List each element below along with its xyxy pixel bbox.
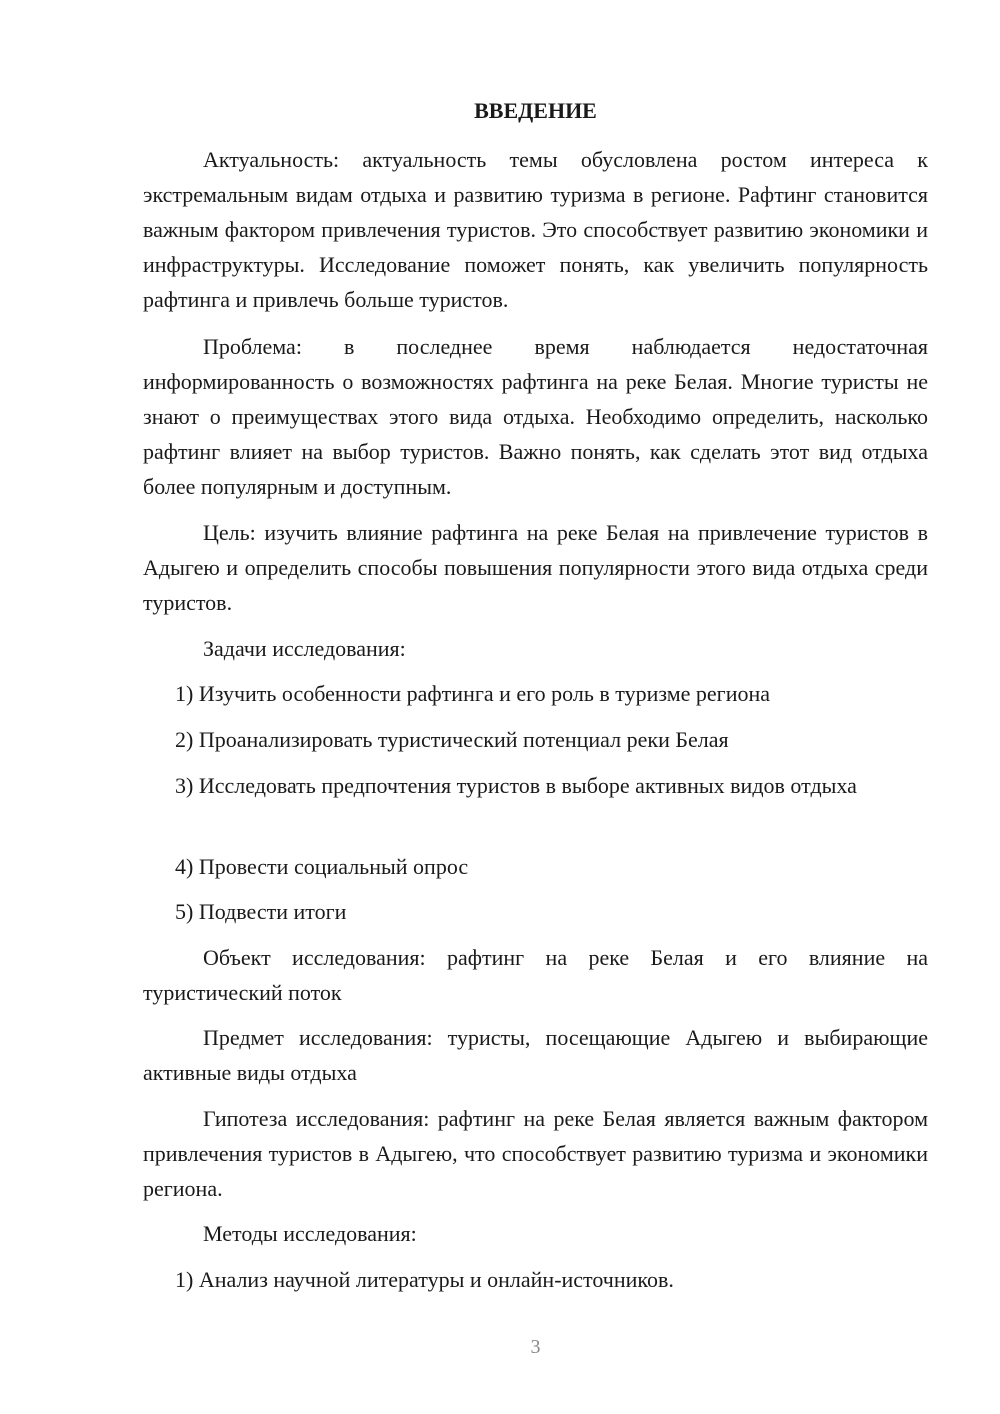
page-number: 3 — [530, 1336, 541, 1358]
problem-paragraph: Проблема: в последнее время наблюдается недостаточная информированность о возможностях рафтинга на реке Белая. Многие туристы не знают о преимуществах этого вида отдыха. Необходимо определить, насколько рафтинг влияет на выбор туристов. Важно понять, как сделать этот вид отдыха более популярным и доступным. — [143, 334, 928, 499]
method-item-1: 1) Анализ научной литературы и онлайн-источников. — [175, 1267, 674, 1292]
tasks-heading: Задачи исследования: — [203, 636, 406, 661]
hypothesis-paragraph: Гипотеза исследования: рафтинг на реке Белая является важным фактором привлечения туристов в Адыгею, что способствует развитию туризма и экономики региона. — [143, 1106, 928, 1201]
task-item-2: 2) Проанализировать туристический потенциал реки Белая — [175, 727, 729, 752]
object-paragraph: Объект исследования: рафтинг на реке Белая и его влияние на туристический поток — [143, 945, 928, 1005]
methods-heading: Методы исследования: — [203, 1221, 417, 1246]
goal-paragraph: Цель: изучить влияние рафтинга на реке Белая на привлечение туристов в Адыгею и определить способы повышения популярности этого вида отдыха среди туристов. — [143, 520, 928, 615]
section-heading: ВВЕДЕНИЕ — [474, 98, 597, 123]
task-item-5: 5) Подвести итоги — [175, 899, 347, 924]
task-item-1: 1) Изучить особенности рафтинга и его роль в туризме региона — [175, 681, 771, 706]
subject-paragraph: Предмет исследования: туристы, посещающие Адыгею и выбирающие активные виды отдыха — [143, 1025, 928, 1085]
task-item-3: 3) Исследовать предпочтения туристов в выборе активных видов отдыха — [175, 773, 857, 798]
relevance-paragraph: Актуальность: актуальность темы обусловлена ростом интереса к экстремальным видам отдыха и развитию туризма в регионе. Рафтинг становится важным фактором привлечения туристов. Это способствует развитию экономики и инфраструктуры. Исследование поможет понять, как увеличить популярность рафтинга и привлечь больше туристов. — [143, 147, 928, 312]
document-page — [143, 0, 928, 1414]
task-item-4: 4) Провести социальный опрос — [175, 854, 469, 879]
